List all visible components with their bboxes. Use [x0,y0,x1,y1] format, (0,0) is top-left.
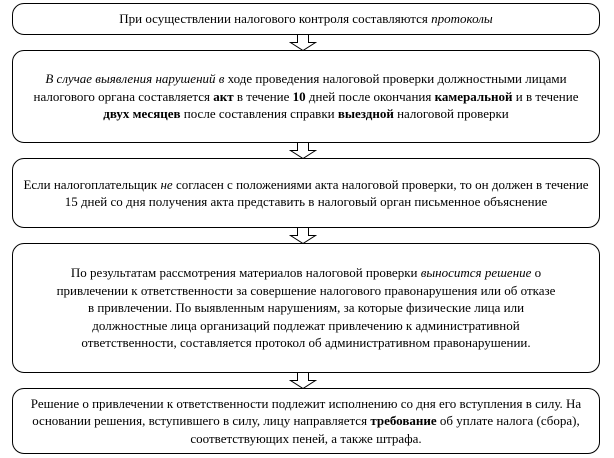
step-3-text-regular: Если налогоплательщик [23,176,161,192]
step-1-box [12,3,600,35]
step-3-text-not: не [160,176,173,192]
step-2-text-regular: после составления справки [180,106,338,122]
step-4-text-decision: выносится решение [420,265,532,281]
step-2-text-field: выездной [337,106,394,122]
arrow-down-icon [289,142,317,159]
step-4-text-regular: о привлечении к ответственности за совершение налогового правонарушения или об отказе в привлечении. По выявленным нарушениям, за которые физические лица или должностные лица организаций подлежат привлечению к административной ответственности, составляется протокол об административном правонарушении. [56,265,556,351]
step-4-box [12,243,600,373]
step-2-text-regular: и в течение [512,88,579,104]
step-3-text-regular: согласен с положениями акта налоговой проверки, то он должен в течение 15 дней со дня получения акта представить в налоговый орган письменное объяснение [64,176,589,209]
step-5-text-regular: Решение о привлечении к ответственности подлежит исполнению со дня его вступления в силу. На основании решения, вступившего в силу, лицу направляется [30,395,582,429]
step-2-text-act: акт [213,88,234,104]
step-3-box [12,158,600,228]
arrow-down-icon [289,227,317,244]
step-5-text-regular: об уплате налога (сбора), соответствующих пеней, а также штрафа. [190,413,580,446]
step-1-text-regular: При осуществлении налогового контроля составляются [119,11,432,27]
step-5-text-demand: требование [370,413,437,429]
step-2-text-regular: ходе проведения налоговой проверки должностными лицами налогового органа составляется [33,71,567,104]
step-5-text [23,395,589,447]
step-1-text-protocols: протоколы [431,11,493,27]
step-3-text [23,176,589,211]
step-2-text-violations: В случае выявления нарушений в [45,71,225,87]
step-2-box [12,50,600,143]
step-2-text-two-months: двух месяцев [103,106,181,122]
step-2-text-regular: налоговой проверки [393,106,509,122]
step-5-box [12,388,600,454]
step-2-text-regular: в течение [233,88,293,104]
step-2-text-regular: дней после окончания [305,88,435,104]
step-2-text-desk: камеральной [434,88,513,104]
step-4-text-regular: По результатам рассмотрения материалов налоговой проверки [70,265,421,281]
step-1-text [23,10,589,27]
arrow-down-icon [289,372,317,389]
step-2-text-days: 10 [292,88,306,104]
arrow-down-icon [289,34,317,51]
step-2-text [23,70,589,122]
step-4-text [53,264,559,351]
